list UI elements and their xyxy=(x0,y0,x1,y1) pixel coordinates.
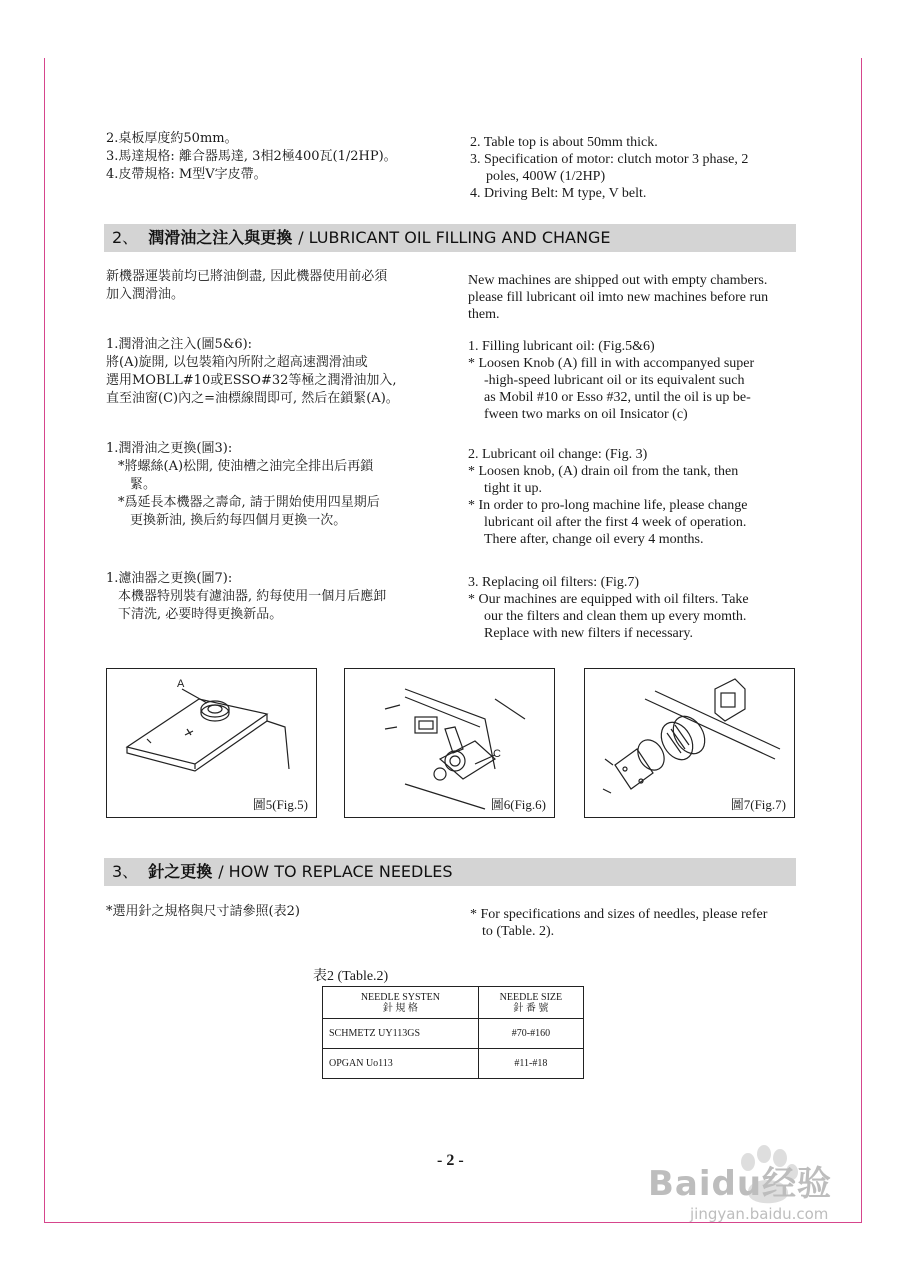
paragraph-line: to (Table. 2). xyxy=(482,924,555,939)
table-row xyxy=(323,1019,584,1049)
paragraph-line: 1.濾油器之更換(圖7): xyxy=(106,571,233,586)
section-number: 2、 xyxy=(112,228,139,247)
paragraph-line: 1. Filling lubricant oil: (Fig.5&6) xyxy=(468,339,655,354)
paragraph-line: 將(A)旋開, 以包裝箱內所附之超高速潤滑油或 xyxy=(106,355,368,370)
table-row xyxy=(323,1049,584,1079)
paragraph-line: please fill lubricant oil imto new machines before run xyxy=(468,290,769,305)
table-title: 表2 (Table.2) xyxy=(313,969,389,984)
section-number: 3、 xyxy=(112,862,139,881)
table-header-row xyxy=(323,987,584,1019)
paragraph-line: 2. Lubricant oil change: (Fig. 3) xyxy=(468,447,648,462)
table-header-cell xyxy=(323,987,479,1019)
paragraph-line: -high-speed lubricant oil or its equivalent such xyxy=(484,373,745,388)
figure-caption: 圖7(Fig.7) xyxy=(730,797,786,812)
paragraph-line: our the filters and clean them up every momth. xyxy=(484,609,747,624)
paragraph-line: There after, change oil every 4 months. xyxy=(484,532,704,547)
needle-table xyxy=(322,986,584,1079)
page-frame-right xyxy=(861,58,862,1223)
paragraph-line: 選用MOBLL#10或ESSO#32等極之潤滑油加入, xyxy=(106,373,397,388)
header-en: NEEDLE SYSTEN xyxy=(360,991,440,1003)
figure-caption: 圖6(Fig.6) xyxy=(490,797,546,812)
paragraph-line: 新機器運裝前均已將油倒盡, 因此機器使用前必須 xyxy=(106,269,388,284)
section-header-lubricant xyxy=(104,224,796,252)
figure-6 xyxy=(344,668,555,818)
spec-line: 4.皮帶規格: M型V字皮帶。 xyxy=(106,167,267,182)
needles-note-cn xyxy=(106,903,300,921)
table-header-cell xyxy=(478,987,583,1019)
paragraph-line: them. xyxy=(468,307,500,322)
paragraph-line: fween two marks on oil Insicator (c) xyxy=(484,407,688,422)
paragraph-line: 加入潤滑油。 xyxy=(106,287,185,302)
filters-en xyxy=(468,574,749,642)
table-cell: #11-#18 xyxy=(478,1049,583,1079)
paragraph-line: 緊。 xyxy=(130,477,157,492)
paragraph-line: *將螺絲(A)松開, 使油槽之油完全排出后再鎖 xyxy=(118,459,374,474)
paragraph-line: New machines are shipped out with empty chambers. xyxy=(468,273,768,288)
paragraph-line: * Loosen Knob (A) fill in with accompanyed super xyxy=(468,356,755,371)
specs-en xyxy=(470,134,748,202)
spec-line: poles, 400W (1/2HP) xyxy=(486,169,606,184)
filling-cn xyxy=(106,336,399,408)
paragraph-line: 本機器特別裝有濾油器, 約每使用一個月后應卸 xyxy=(118,589,387,604)
spec-line: 2.桌板厚度約50mm。 xyxy=(106,131,238,146)
watermark-url: jingyan.baidu.com xyxy=(690,1205,829,1223)
paragraph-line: * For specifications and sizes of needles, please refer xyxy=(470,907,768,922)
paragraph-line: as Mobil #10 or Esso #32, until the oil is up be- xyxy=(484,390,751,405)
paragraph-line: 1.潤滑油之注入(圖5&6): xyxy=(106,337,253,352)
figure-label: A xyxy=(177,678,185,690)
paragraph-line: 3. Replacing oil filters: (Fig.7) xyxy=(468,575,640,590)
header-en: NEEDLE SIZE xyxy=(499,991,563,1003)
change-cn xyxy=(106,440,380,530)
header-cn: 針 規 格 xyxy=(382,1002,418,1014)
section-header-needles xyxy=(104,858,796,886)
paragraph-line: lubricant oil after the first 4 week of operation. xyxy=(484,515,747,530)
filling-en xyxy=(468,338,754,423)
needles-note-en xyxy=(470,906,767,940)
spec-line: 2. Table top is about 50mm thick. xyxy=(470,135,658,150)
table-cell: #70-#160 xyxy=(478,1019,583,1049)
header-cn: 針 番 號 xyxy=(513,1002,549,1014)
paragraph-line: 更換新油, 換后約每四個月更換一次。 xyxy=(130,513,347,528)
intro-en xyxy=(468,272,768,323)
paragraph-line: 下清洗, 必要時得更換新品。 xyxy=(118,607,283,622)
paragraph-line: 直至油窗(C)內之=油標線間即可, 然后在鎖緊(A)。 xyxy=(106,391,399,406)
page-frame-left xyxy=(44,58,45,1223)
intro-cn xyxy=(106,268,387,304)
page-number: - 2 - xyxy=(437,1152,464,1169)
figure-7 xyxy=(584,668,795,818)
filters-cn xyxy=(106,570,386,624)
figure-caption: 圖5(Fig.5) xyxy=(252,797,308,812)
section-title-en: / HOW TO REPLACE NEEDLES xyxy=(218,862,453,881)
table-cell: SCHMETZ UY113GS xyxy=(323,1019,479,1049)
paragraph-line: 1.潤滑油之更換(圖3): xyxy=(106,441,233,456)
paragraph-line: tight it up. xyxy=(484,481,542,496)
spec-line: 3.馬達規格: 離合器馬達, 3相2極400瓦(1/2HP)。 xyxy=(106,149,397,164)
paragraph-line: *爲延長本機器之壽命, 請于開始使用四星期后 xyxy=(118,495,380,510)
spec-line: 4. Driving Belt: M type, V belt. xyxy=(470,186,647,201)
section-title-en: / LUBRICANT OIL FILLING AND CHANGE xyxy=(298,228,611,247)
change-en xyxy=(468,446,748,548)
watermark-brand: Baidu经验 xyxy=(648,1164,833,1204)
section-title-cn: 潤滑油之注入與更換 xyxy=(148,228,293,247)
figure-label: C xyxy=(493,748,501,760)
specs-cn xyxy=(106,130,397,184)
spec-line: 3. Specification of motor: clutch motor 3 phase, 2 xyxy=(470,152,749,167)
paragraph-line: * Our machines are equipped with oil filters. Take xyxy=(468,592,749,607)
paragraph-line: * In order to pro-long machine life, please change xyxy=(468,498,748,513)
figure-5 xyxy=(106,668,317,818)
paragraph-line: Replace with new filters if necessary. xyxy=(484,626,694,641)
paragraph-line: *選用針之規格與尺寸請參照(表2) xyxy=(106,904,300,919)
paragraph-line: * Loosen knob, (A) drain oil from the tank, then xyxy=(468,464,739,479)
table-cell: OPGAN Uo113 xyxy=(323,1049,479,1079)
section-title-cn: 針之更換 xyxy=(148,862,213,881)
